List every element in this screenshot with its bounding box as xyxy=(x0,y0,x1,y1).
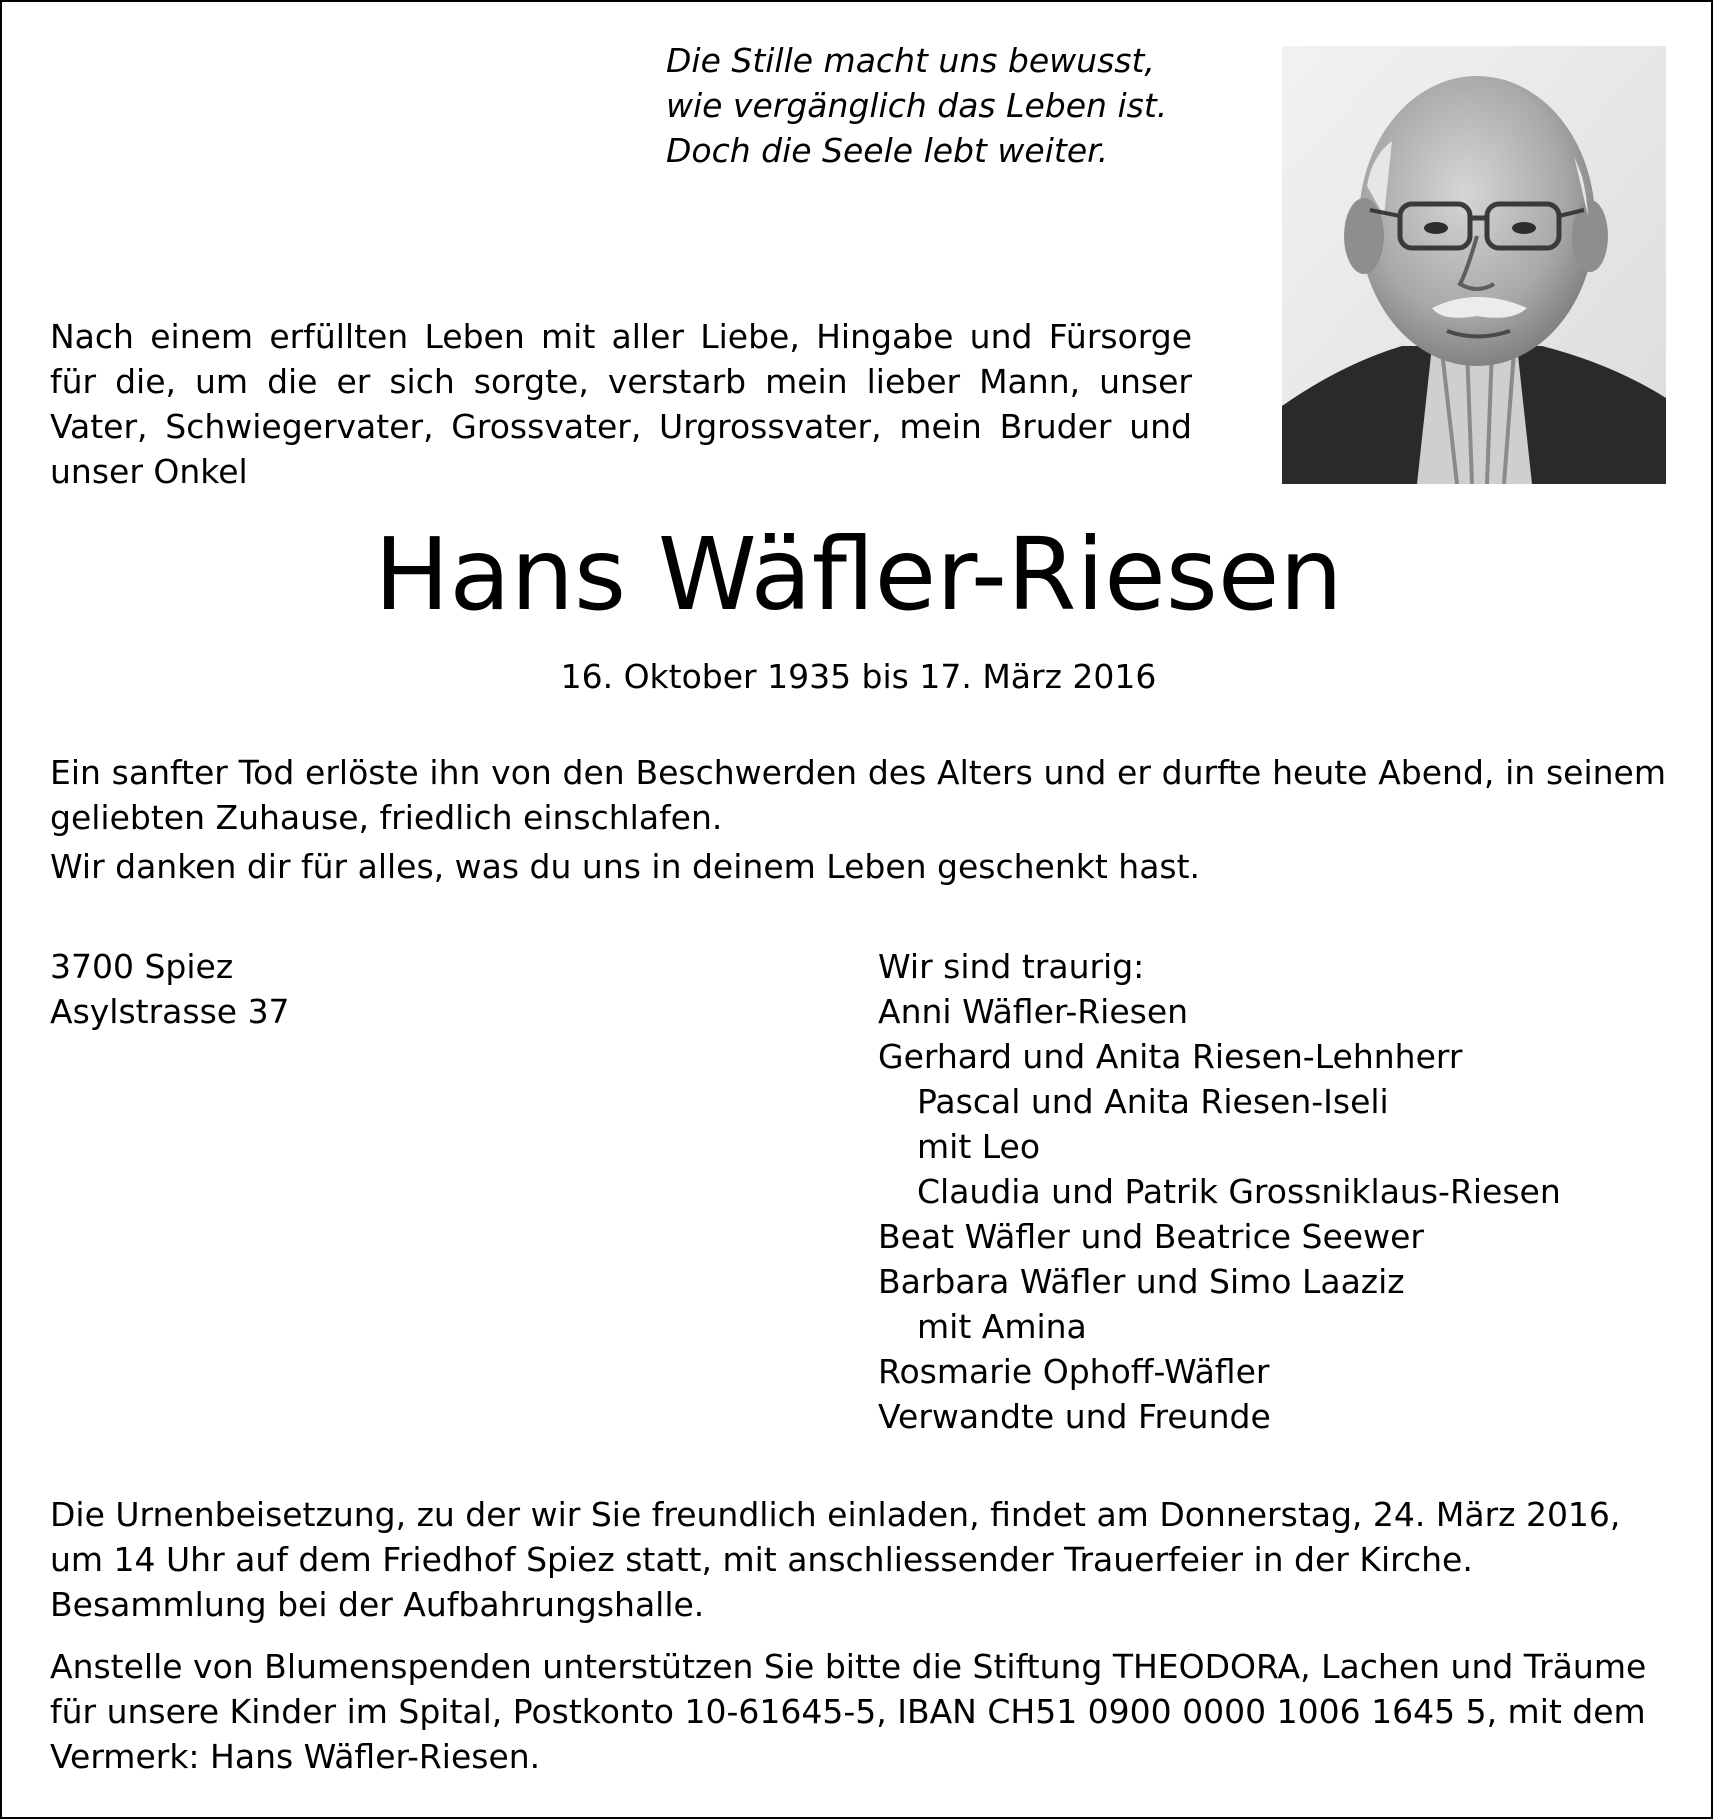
life-dates: 16. Oktober 1935 bis 17. März 2016 xyxy=(560,657,1157,696)
mourner-entry: Gerhard und Anita Riesen-Lehnherr xyxy=(878,1037,1463,1076)
deceased-name: Hans Wäfler-Riesen xyxy=(374,516,1343,633)
intro-text: Nach einem erfüllten Leben mit aller Liebe, Hingabe und Fürsorge für die, um die er sich sorgte, verstarb mein lieber Mann, unser Vater, Schwiegervater, Grossvater, Urgrossvater, mein Bruder und unser Onkel xyxy=(50,317,1192,491)
donation-line: Vermerk: Hans Wäfler-Riesen. xyxy=(50,1737,541,1776)
mourner-entry: mit Amina xyxy=(917,1307,1087,1346)
donation-paragraph xyxy=(50,1644,1666,1779)
quote-line: Die Stille macht uns bewusst, xyxy=(666,41,1155,80)
mourner-entry: Claudia und Patrik Grossniklaus-Riesen xyxy=(917,1172,1561,1211)
quote-line: wie vergänglich das Leben ist. xyxy=(666,86,1168,125)
donation-line: für unsere Kinder im Spital, Postkonto 10-61645-5, IBAN CH51 0900 0000 1006 1645 5, mit dem xyxy=(50,1692,1646,1731)
mourner-entry: mit Leo xyxy=(917,1127,1041,1166)
address-city: 3700 Spiez xyxy=(50,947,234,986)
ceremony-line: Die Urnenbeisetzung, zu der wir Sie freundlich einladen, findet am Donnerstag, 24. März 2016, xyxy=(50,1495,1621,1534)
address-block xyxy=(50,944,650,1034)
mourner-entry: Barbara Wäfler und Simo Laaziz xyxy=(878,1262,1405,1301)
mourner-entry: Verwandte und Freunde xyxy=(878,1397,1271,1436)
mourner-entry: Anni Wäfler-Riesen xyxy=(878,992,1189,1031)
donation-line: Anstelle von Blumenspenden unterstützen Sie bitte die Stiftung THEODORA, Lachen und Träume xyxy=(50,1647,1647,1686)
mourners-heading: Wir sind traurig: xyxy=(878,947,1145,986)
ceremony-line: Besammlung bei der Aufbahrungshalle. xyxy=(50,1585,705,1624)
mourner-entry: Pascal und Anita Riesen-Iseli xyxy=(917,1082,1389,1121)
portrait-photo xyxy=(1282,46,1666,484)
mourner-entry: Rosmarie Ophoff-Wäfler xyxy=(878,1352,1270,1391)
thanks-paragraph: Wir danken dir für alles, was du uns in deinem Leben geschenkt hast. xyxy=(50,847,1201,886)
memorial-quote xyxy=(666,38,1226,173)
mourner-entry: Beat Wäfler und Beatrice Seewer xyxy=(878,1217,1424,1256)
quote-line: Doch die Seele lebt weiter. xyxy=(666,131,1109,170)
ceremony-paragraph xyxy=(50,1492,1666,1627)
portrait-image xyxy=(1282,46,1666,484)
death-paragraph: Ein sanfter Tod erlöste ihn von den Beschwerden des Alters und er durfte heute Abend, in seinem geliebten Zuhause, friedlich einschlafen. xyxy=(50,753,1666,837)
ceremony-line: um 14 Uhr auf dem Friedhof Spiez statt, mit anschliessender Trauerfeier in der Kirche. xyxy=(50,1540,1473,1579)
mourners-list xyxy=(878,944,1678,1439)
address-street: Asylstrasse 37 xyxy=(50,992,290,1031)
